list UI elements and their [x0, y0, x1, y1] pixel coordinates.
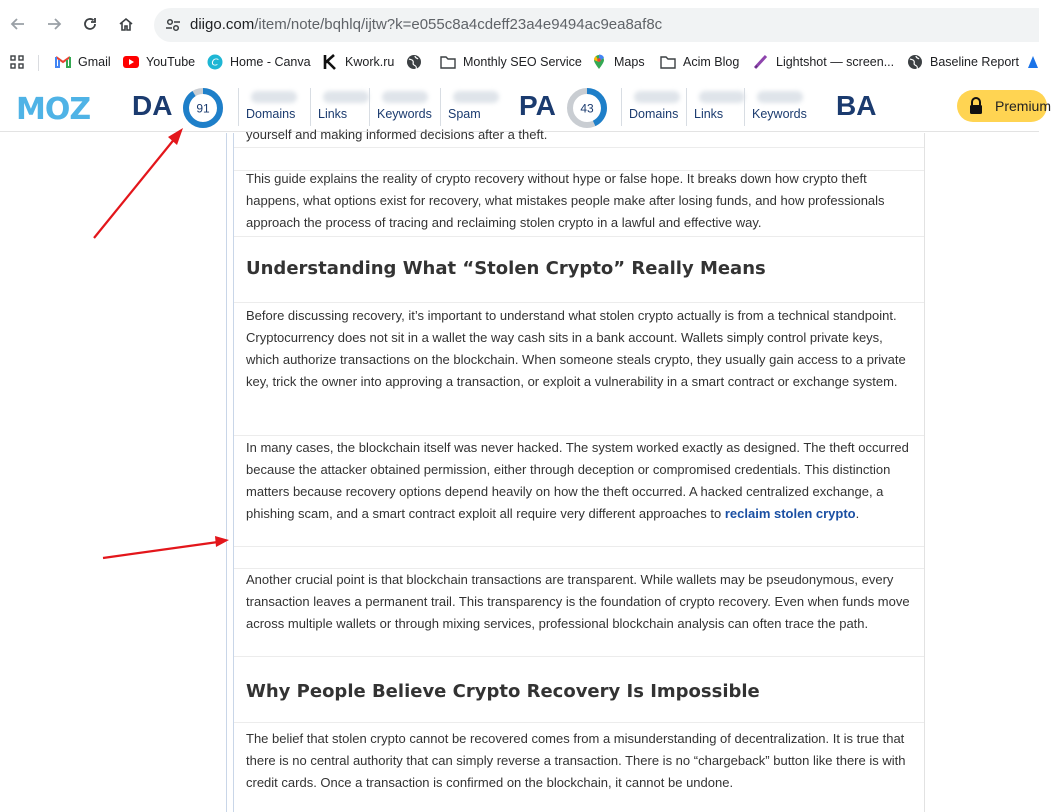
- bookmarks-bar: [0, 48, 1039, 76]
- note-line: [234, 656, 924, 657]
- bookmark-label: Lightshot — screen...: [776, 55, 895, 69]
- folder-icon: [660, 54, 676, 70]
- url-text[interactable]: [190, 16, 662, 33]
- bookmark-label: Maps: [614, 55, 645, 69]
- premium-button[interactable]: [957, 90, 1051, 122]
- globe-icon: [406, 54, 422, 70]
- paragraph: This guide explains the reality of crypto recovery without hype or false hope. It breaks down how crypto theft happens, what options exist for recovery, what mistakes people make after losing funds, and how professionals approach the process of tracing and reclaiming stolen crypto in a lawful and effective way.: [246, 171, 885, 230]
- margin-rule: [226, 133, 227, 812]
- moz-logo[interactable]: MOZ: [16, 92, 91, 127]
- globe-icon: [907, 54, 923, 70]
- metric-label: Links: [318, 107, 348, 121]
- pa-links-metric[interactable]: [686, 88, 743, 126]
- bookmark-label: Gmail: [78, 55, 111, 69]
- blurred-value: [634, 91, 680, 103]
- reload-icon: [82, 16, 98, 32]
- content-border: [924, 133, 925, 812]
- canva-icon: [207, 54, 223, 70]
- note-line: [234, 236, 924, 237]
- apps-grid-icon: [9, 54, 25, 70]
- da-score-ring[interactable]: [182, 87, 224, 129]
- metric-label: Domains: [629, 107, 679, 121]
- bookmark-acim-blog[interactable]: [660, 52, 739, 72]
- reload-button[interactable]: [78, 12, 102, 36]
- apps-button[interactable]: [9, 52, 25, 72]
- da-links-metric[interactable]: [310, 88, 367, 126]
- note-line: [234, 546, 924, 547]
- metric-label: Keywords: [752, 107, 807, 121]
- note-line: [234, 722, 924, 723]
- paragraph: The belief that stolen crypto cannot be recovered comes from a misunderstanding of decentralization. It is true that there is no central authority that can simply reverse a transaction. There is no “chargeback” button like there is with credit cards. Once a transaction is confirmed on the blockchain, it cannot be undone.: [246, 731, 906, 790]
- metric-label: Spam: [448, 107, 481, 121]
- forward-button[interactable]: [42, 12, 66, 36]
- ba-label: BA: [836, 90, 877, 121]
- kwork-icon: [322, 54, 338, 70]
- bookmark-label: Kwork.ru: [345, 55, 395, 69]
- bookmarks-divider: [38, 55, 39, 71]
- section-heading: Why People Believe Crypto Recovery Is Impossible: [246, 681, 760, 702]
- overflow-icon: [1025, 54, 1041, 70]
- pa-score-ring[interactable]: [566, 87, 608, 129]
- bookmark-label: Acim Blog: [683, 55, 740, 69]
- bookmark-label: YouTube: [146, 55, 196, 69]
- pa-value: 43: [580, 101, 594, 116]
- reclaim-stolen-crypto-link[interactable]: reclaim stolen crypto: [724, 506, 856, 521]
- blurred-value: [382, 91, 428, 103]
- gmail-icon: [55, 54, 71, 70]
- paragraph-text: In many cases, the blockchain itself was never hacked. The system worked exactly as designed. The theft occurred because the attacker obtained permission, either through deception or compromised credentials. This distinction matters because recovery options depend heavily on how the theft occurred. A hacked centralized exchange, a phishing scam, and a smart contract exploit all require very different approaches to: [246, 440, 909, 521]
- page-content: [0, 127, 1039, 812]
- bookmark-canva[interactable]: [207, 52, 311, 72]
- browser-toolbar: [0, 0, 1039, 48]
- metric-label: Domains: [246, 107, 296, 121]
- note-line: [234, 147, 924, 148]
- premium-label: Premium: [995, 98, 1051, 114]
- bookmark-maps[interactable]: [591, 52, 645, 72]
- blurred-value: [453, 91, 499, 103]
- bookmark-label: Monthly SEO Service: [463, 55, 582, 69]
- lightshot-icon: [753, 54, 769, 70]
- site-info-icon[interactable]: [164, 16, 182, 34]
- home-button[interactable]: [114, 12, 138, 36]
- blurred-value: [323, 91, 369, 103]
- back-button[interactable]: [6, 12, 30, 36]
- bookmark-more[interactable]: [1025, 52, 1048, 72]
- bookmark-lightshot[interactable]: [753, 52, 894, 72]
- bookmark-label: Home - Canva: [230, 55, 311, 69]
- paragraph: [246, 437, 914, 525]
- bookmark-label: Baseline Report: [930, 55, 1019, 69]
- da-keywords-metric[interactable]: [369, 88, 439, 126]
- bookmark-youtube[interactable]: [123, 52, 195, 72]
- address-bar[interactable]: [154, 8, 1039, 42]
- da-label: DA: [132, 90, 173, 121]
- folder-icon: [440, 54, 456, 70]
- metric-label: Keywords: [377, 107, 432, 121]
- section-heading: Understanding What “Stolen Crypto” Really Means: [246, 258, 766, 279]
- metric-label: Links: [694, 107, 724, 121]
- paragraph-text: .: [855, 506, 860, 521]
- pa-label: PA: [519, 90, 556, 121]
- svg-text:C: C: [211, 57, 219, 69]
- da-domains-metric[interactable]: [238, 88, 310, 126]
- url-host: diigo.com: [190, 16, 255, 33]
- arrow-right-icon: [46, 16, 62, 32]
- blurred-value: [251, 91, 297, 103]
- pa-domains-metric[interactable]: [621, 88, 684, 126]
- bookmark-gmail[interactable]: [55, 52, 111, 72]
- lock-icon: [969, 97, 983, 115]
- note-line: [234, 302, 924, 303]
- paragraph: Another crucial point is that blockchain transactions are transparent. While wallets may be pseudonymous, every transaction leaves a permanent trail. This transparency is the foundation of crypto recovery. Even when funds move across multiple wallets or through mixing services, professional blockchain analysis can often trace the path.: [246, 572, 910, 631]
- bookmark-kwork[interactable]: [322, 52, 394, 72]
- url-path: /item/note/bqhlq/ijtw?k=e055c8a4cdeff23a4e9494ac9ea8af8c: [254, 16, 663, 33]
- blurred-value: [757, 91, 803, 103]
- youtube-icon: [123, 54, 139, 70]
- home-icon: [118, 16, 134, 32]
- blurred-value: [699, 91, 745, 103]
- margin-rule: [233, 133, 234, 812]
- arrow-left-icon: [10, 16, 26, 32]
- pa-keywords-metric[interactable]: [744, 88, 820, 126]
- bookmark-globe[interactable]: [406, 52, 429, 72]
- paragraph: yourself and making informed decisions after a theft.: [246, 127, 548, 142]
- maps-icon: [591, 54, 607, 70]
- bookmark-monthly-seo[interactable]: [440, 52, 582, 72]
- note-line: [234, 435, 924, 436]
- bookmark-baseline-report[interactable]: [907, 52, 1019, 72]
- da-value: 91: [196, 101, 210, 116]
- paragraph: Before discussing recovery, it’s important to understand what stolen crypto actually is from a technical standpoint. Cryptocurrency does not sit in a wallet the way cash sits in a bank account. Wallets simply control private keys, which authorize transactions on the blockchain. When someone steals crypto, they usually gain access to a private key, trick the owner into approving a transaction, or exploit a vulnerability in a smart contract or exchange system.: [246, 308, 906, 389]
- da-spam-metric[interactable]: [440, 88, 500, 126]
